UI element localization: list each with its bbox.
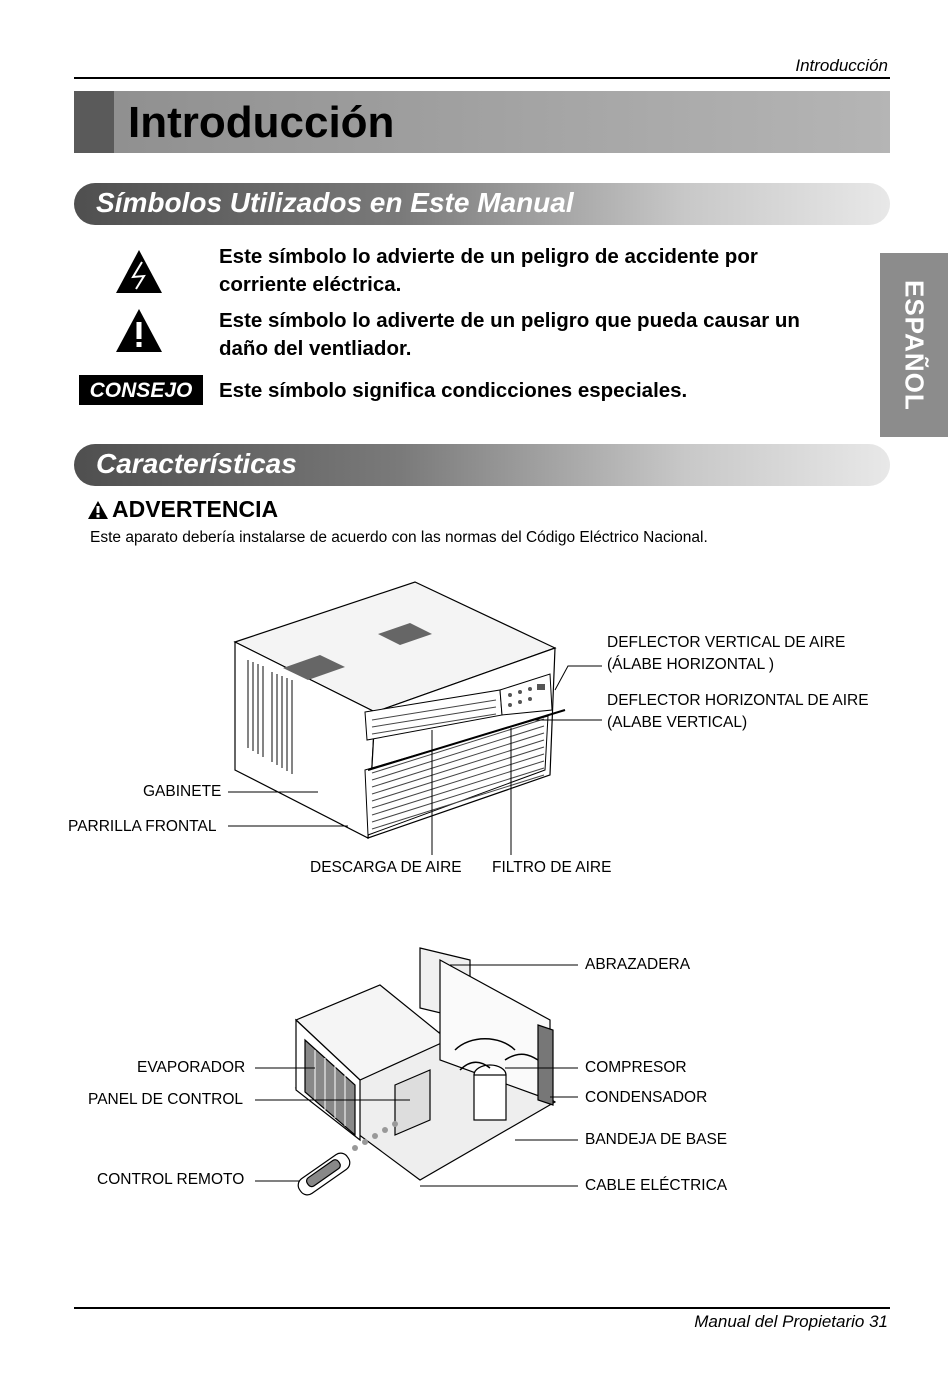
label-base-pan: BANDEJA DE BASE	[585, 1131, 728, 1148]
page-title: Introducción	[128, 98, 395, 147]
symbol-3-text: Este símbolo significa condicciones especiales.	[219, 379, 688, 402]
running-header: Introducción	[795, 56, 888, 75]
footer-rule	[74, 1307, 890, 1309]
label-condenser: CONDENSADOR	[585, 1089, 708, 1106]
label-remote-control: CONTROL REMOTO	[97, 1171, 245, 1188]
features-section-title: Características	[96, 448, 297, 479]
page-footer: Manual del Propietario 31	[694, 1312, 888, 1331]
label-horizontal-deflector-1: DEFLECTOR HORIZONTAL DE AIRE	[607, 692, 869, 709]
label-front-grille: PARRILLA FRONTAL	[68, 818, 217, 835]
symbol-1-line1: Este símbolo lo advierte de un peligro de accidente por	[219, 245, 758, 268]
symbols-section-title: Símbolos Utilizados en Este Manual	[96, 187, 574, 218]
label-evaporator: EVAPORADOR	[137, 1059, 246, 1076]
symbol-2-line2: daño del ventliador.	[219, 337, 412, 360]
label-bracket: ABRAZADERA	[585, 956, 691, 973]
label-air-discharge: DESCARGA DE AIRE	[310, 859, 462, 876]
label-cabinet: GABINETE	[143, 783, 222, 800]
symbol-2-line1: Este símbolo lo adiverte de un peligro que pueda causar un	[219, 309, 800, 332]
label-power-cord: CABLE ELÉCTRICA	[585, 1177, 728, 1194]
label-vertical-deflector-1: DEFLECTOR VERTICAL DE AIRE	[607, 634, 846, 651]
consejo-badge: CONSEJO	[79, 375, 203, 405]
label-air-filter: FILTRO DE AIRE	[492, 859, 612, 876]
warning-text: Este aparato debería instalarse de acuerdo con las normas del Código Eléctrico Nacional.	[90, 529, 708, 546]
label-vertical-deflector-2: (ÁLABE HORIZONTAL )	[607, 656, 775, 673]
symbol-1-line2: corriente eléctrica.	[219, 273, 402, 296]
label-control-panel: PANEL DE CONTROL	[88, 1091, 244, 1108]
label-horizontal-deflector-2: (ALABE VERTICAL)	[607, 714, 748, 731]
label-compressor: COMPRESOR	[585, 1059, 687, 1076]
warning-title: ADVERTENCIA	[112, 496, 279, 522]
language-tab-label: ESPAÑOL	[899, 279, 930, 411]
